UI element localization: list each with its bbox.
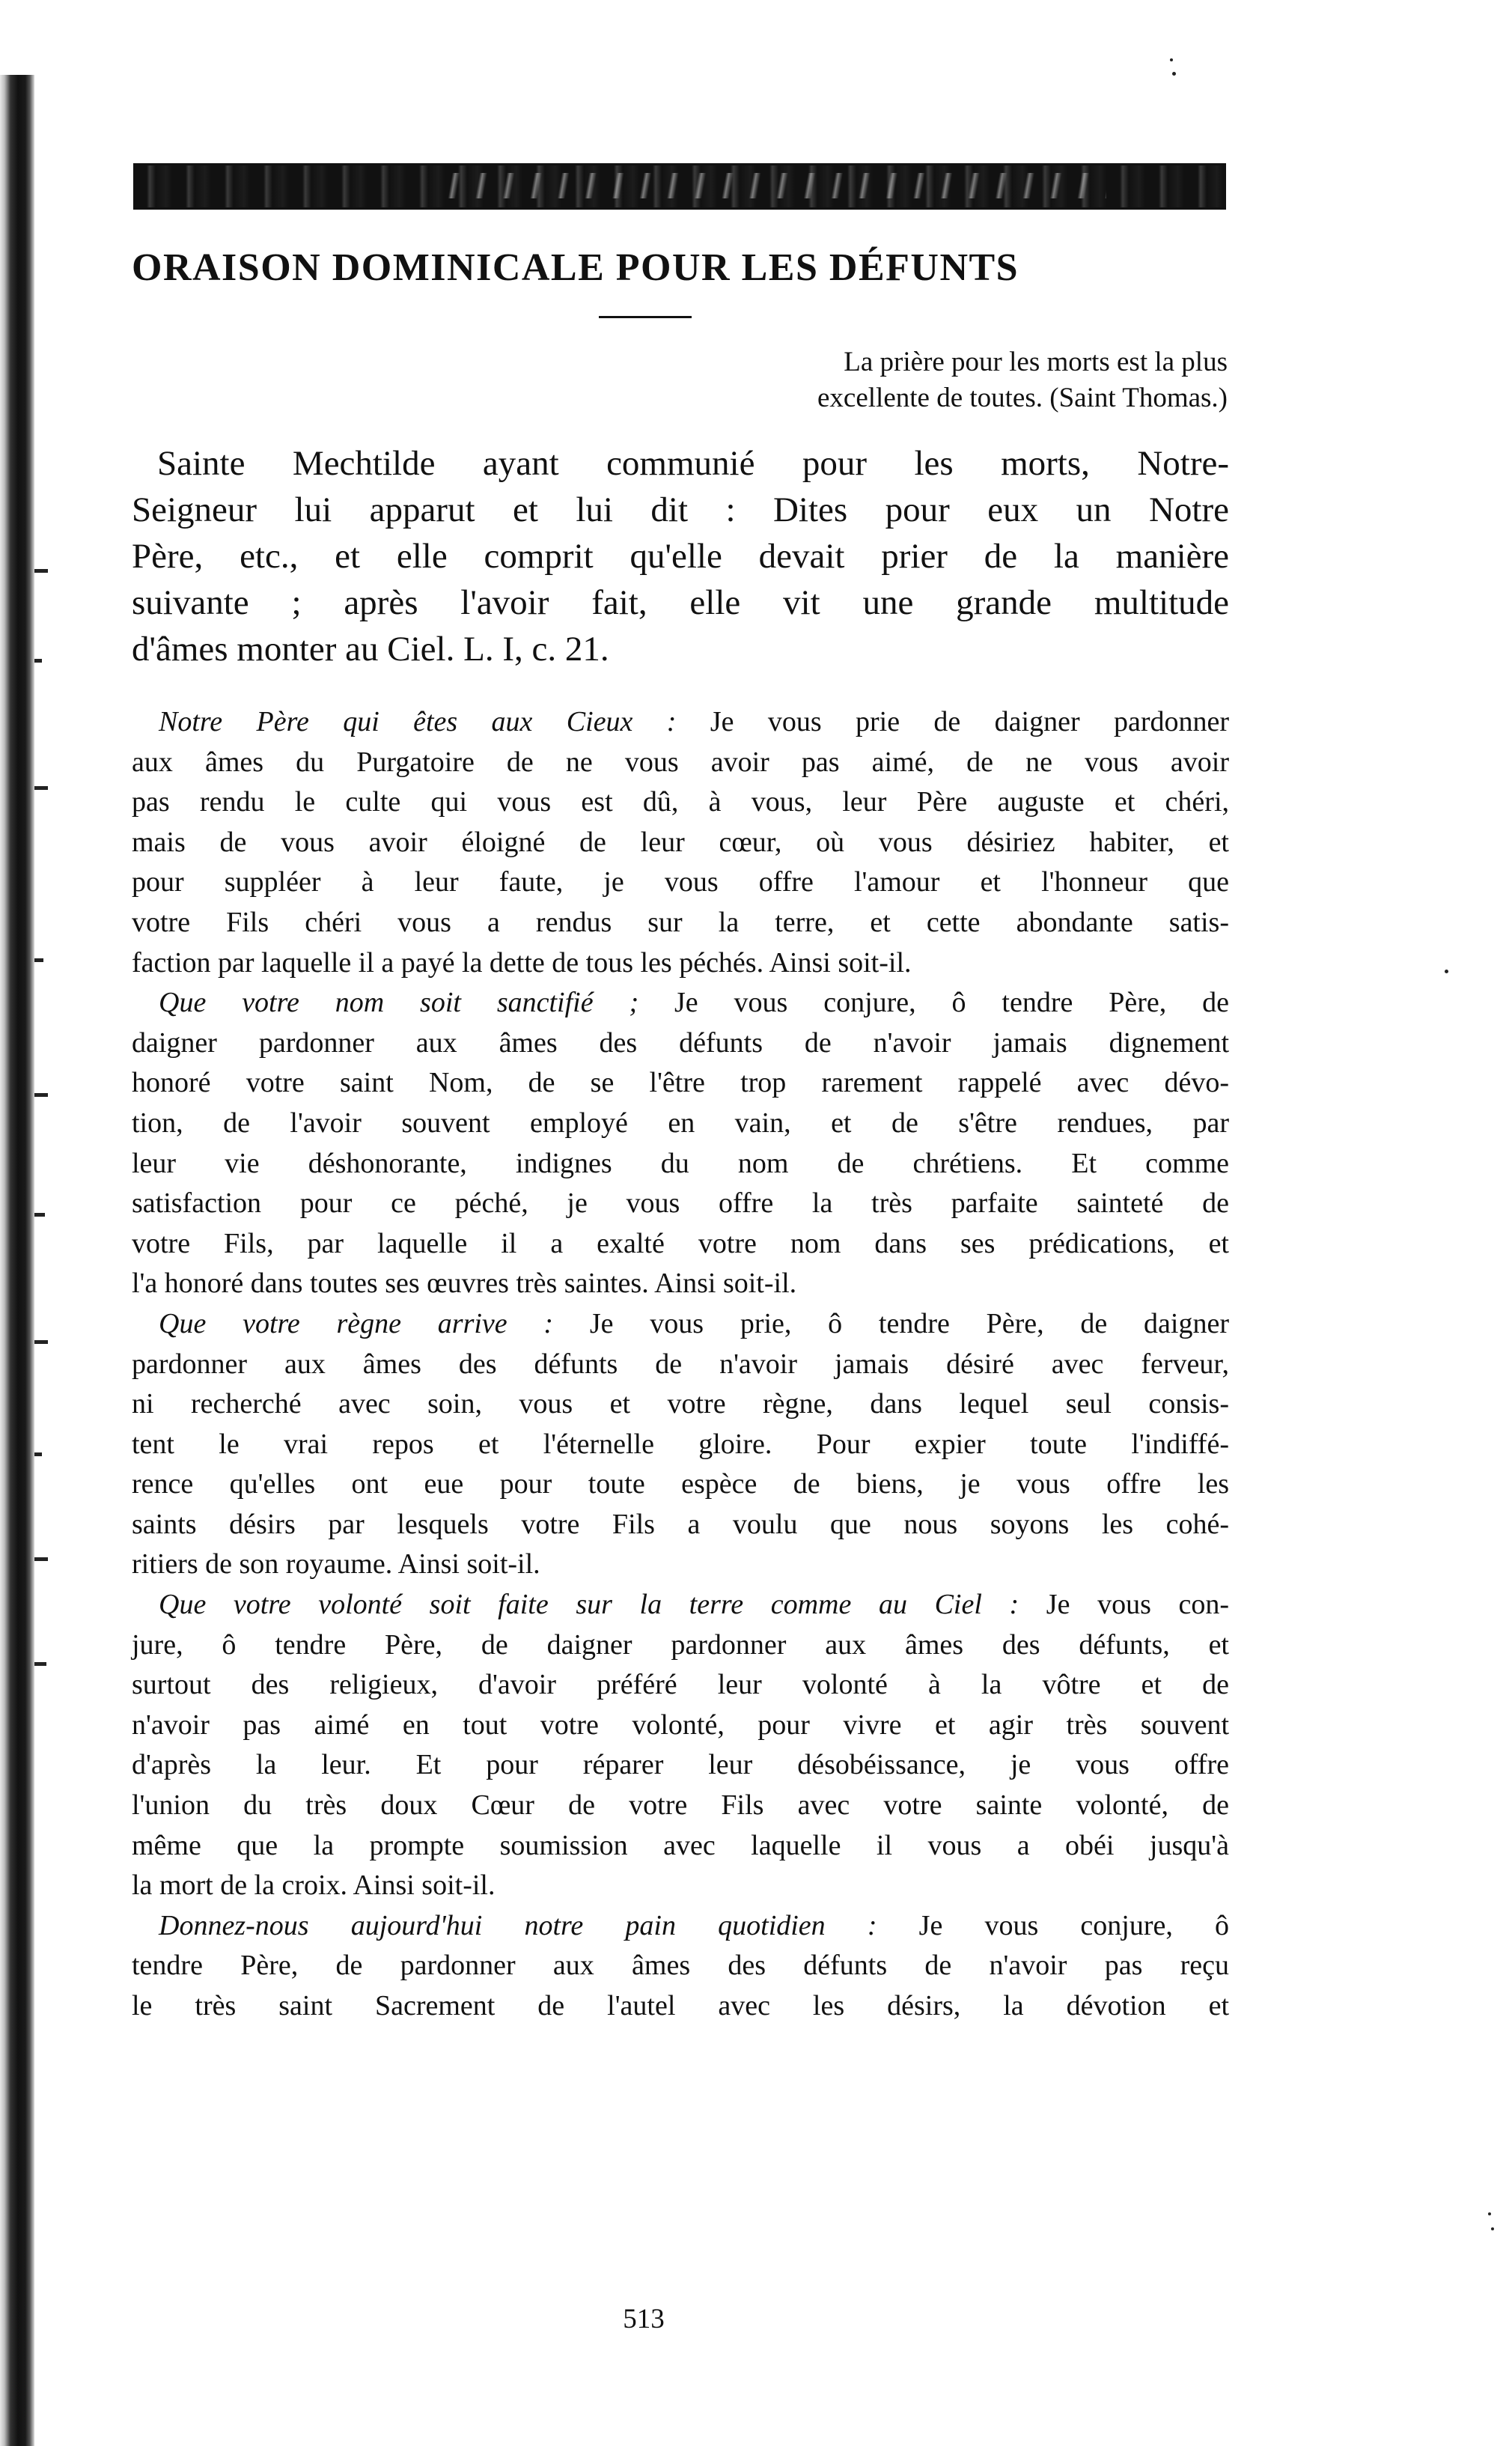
epigraph: [614, 344, 1228, 416]
paragraph-line: surtout des religieux, d'avoir préféré leur volonté à la vôtre et de: [132, 1669, 1229, 1701]
paragraph-first-line: [132, 1906, 1229, 1947]
intro-line: suivante ; après l'avoir fait, elle vit une grande multitude: [132, 583, 1229, 622]
paragraph-first-line: [132, 983, 1229, 1023]
invocation: Donnez-nous aujourd'hui notre pain quotidien :: [159, 1909, 877, 1941]
intro-line: Sainte Mechtilde ayant communié pour les morts, Notre-: [157, 444, 1229, 483]
page-number: 513: [623, 2304, 665, 2334]
paragraph-text: Je vous conjure, ô: [877, 1909, 1230, 1941]
intro-paragraph: [132, 440, 1229, 672]
scan-speck: [1491, 2227, 1494, 2230]
prayer-paragraph: [132, 702, 1229, 983]
paragraph-line: votre Fils, par laquelle il a exalté votre nom dans ses prédications, et: [132, 1227, 1229, 1259]
prayer-paragraph: [132, 983, 1229, 1304]
paragraph-text: Je vous prie, ô tendre Père, de daigner: [553, 1307, 1229, 1339]
paragraph-line: l'a honoré dans toutes ses œuvres très saintes. Ainsi soit-il.: [132, 1268, 797, 1300]
intro-line: d'âmes monter au Ciel. L. I, c. 21.: [132, 630, 609, 669]
paragraph-line: aux âmes du Purgatoire de ne vous avoir pas aimé, de ne vous avoir: [132, 746, 1229, 778]
paragraph-line: n'avoir pas aimé en tout votre volonté, pour vivre et agir très souvent: [132, 1709, 1229, 1741]
paragraph-line: d'après la leur. Et pour réparer leur désobéissance, je vous offre: [132, 1749, 1229, 1781]
paragraph-first-line: [132, 1304, 1229, 1345]
binding-edge: [0, 75, 34, 2446]
invocation: Que votre règne arrive :: [159, 1307, 554, 1339]
paragraph-line: saints désirs par lesquels votre Fils a voulu que nous soyons les cohé-: [132, 1508, 1229, 1540]
paragraph-line: tent le vrai repos et l'éternelle gloire. Pour expier toute l'indiffé-: [132, 1428, 1229, 1460]
paragraph-line: rence qu'elles ont eue pour toute espèce de biens, je vous offre les: [132, 1468, 1229, 1500]
page-title: ORAISON DOMINICALE POUR LES DÉFUNTS: [132, 246, 1019, 289]
paragraph-first-line: [132, 702, 1229, 743]
paragraph-line: pas rendu le culte qui vous est dû, à vous, leur Père auguste et chéri,: [132, 786, 1229, 818]
invocation: Que votre nom soit sanctifié ;: [159, 987, 639, 1019]
paragraph-line: ritiers de son royaume. Ainsi soit-il.: [132, 1548, 540, 1581]
paragraph-line: ni recherché avec soin, vous et votre règne, dans lequel seul consis-: [132, 1388, 1229, 1420]
paragraph-first-line: [132, 1585, 1229, 1625]
paragraph-line: satisfaction pour ce péché, je vous offre la très parfaite sainteté de: [132, 1187, 1229, 1220]
scan-speck: [1170, 58, 1173, 61]
paragraph-line: tion, de l'avoir souvent employé en vain, et de s'être rendues, par: [132, 1107, 1229, 1139]
epigraph-line: La prière pour les morts est la plus: [844, 347, 1228, 377]
paragraph-line: pour suppléer à leur faute, je vous offre l'amour et l'honneur que: [132, 866, 1229, 898]
title-rule: [599, 316, 692, 318]
scan-speck: [1172, 72, 1176, 76]
paragraph-line: jure, ô tendre Père, de daigner pardonner aux âmes des défunts, et: [132, 1628, 1229, 1661]
paragraph-line: honoré votre saint Nom, de se l'être trop rarement rappelé avec dévo-: [132, 1067, 1229, 1099]
prayer-body: [132, 702, 1229, 2027]
paragraph-line: votre Fils chéri vous a rendus sur la terre, et cette abondante satis-: [132, 906, 1229, 938]
intro-line: Père, etc., et elle comprit qu'elle devait prier de la manière: [132, 537, 1229, 576]
paragraph-line: leur vie déshonorante, indignes du nom de chrétiens. Et comme: [132, 1147, 1229, 1179]
paragraph-line: la mort de la croix. Ainsi soit-il.: [132, 1870, 496, 1902]
scan-speck: [1488, 2212, 1491, 2215]
invocation: Que votre volonté soit faite sur la terre comme au Ciel :: [159, 1589, 1019, 1621]
paragraph-line: tendre Père, de pardonner aux âmes des défunts de n'avoir pas reçu: [132, 1950, 1229, 1982]
prayer-paragraph: [132, 1585, 1229, 1906]
intro-line: Seigneur lui apparut et lui dit : Dites pour eux un Notre: [132, 490, 1229, 529]
paragraph-text: Je vous conjure, ô tendre Père, de: [638, 987, 1229, 1019]
paragraph-line: même que la prompte soumission avec laquelle il vous a obéi jusqu'à: [132, 1829, 1229, 1861]
prayer-paragraph: [132, 1304, 1229, 1585]
header-ornament: [133, 163, 1226, 210]
paragraph-line: le très saint Sacrement de l'autel avec les désirs, la dévotion et: [132, 1990, 1229, 2021]
invocation: Notre Père qui êtes aux Cieux :: [159, 706, 677, 737]
paragraph-line: daigner pardonner aux âmes des défunts de n'avoir jamais dignement: [132, 1026, 1229, 1059]
scan-speck: [1445, 970, 1448, 973]
prayer-paragraph: [132, 1906, 1229, 2027]
paragraph-text: Je vous prie de daigner pardonner: [676, 706, 1230, 737]
binding-marks: [34, 569, 51, 1692]
epigraph-line: excellente de toutes. (Saint Thomas.): [817, 383, 1228, 413]
paragraph-text: Je vous con-: [1019, 1589, 1229, 1621]
paragraph-line: faction par laquelle il a payé la dette de tous les péchés. Ainsi soit-il.: [132, 946, 912, 979]
paragraph-line: mais de vous avoir éloigné de leur cœur, où vous désiriez habiter, et: [132, 826, 1229, 858]
paragraph-line: l'union du très doux Cœur de votre Fils avec votre sainte volonté, de: [132, 1789, 1229, 1822]
paragraph-line: pardonner aux âmes des défunts de n'avoir jamais désiré avec ferveur,: [132, 1348, 1229, 1380]
